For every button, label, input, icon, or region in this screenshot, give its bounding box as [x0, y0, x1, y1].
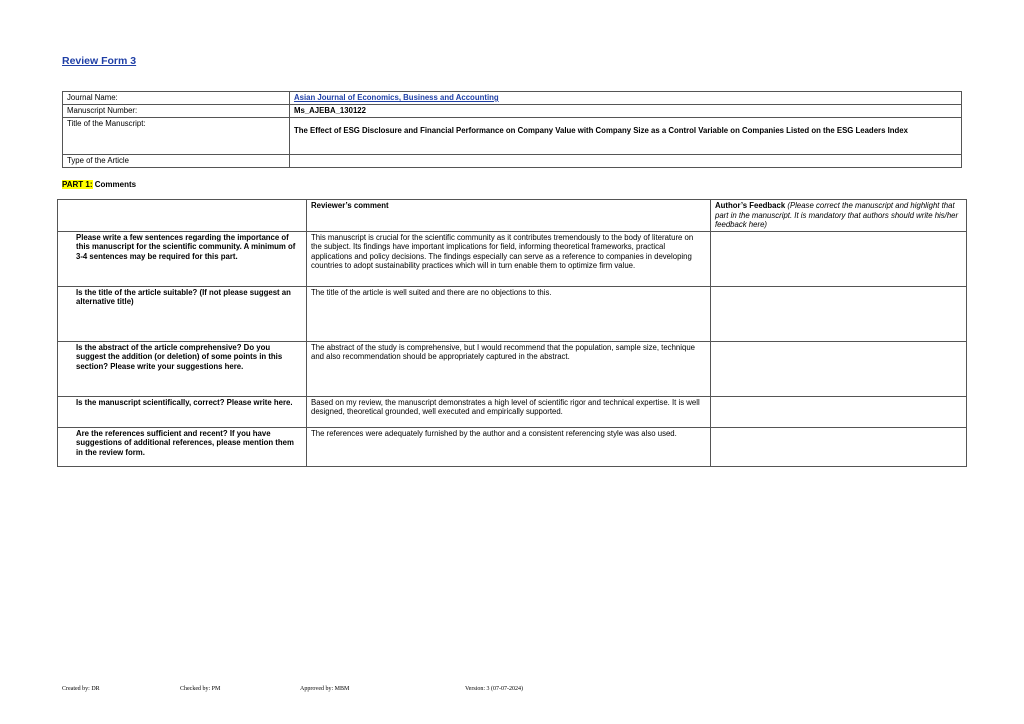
reviewer-comment-cell: The references were adequately furnished by the author and a consistent referencing style was also used.: [307, 427, 711, 466]
author-feedback-cell[interactable]: [711, 231, 967, 286]
part-title: Comments: [92, 180, 137, 189]
form-title: Review Form 3: [62, 55, 137, 67]
manuscript-title-value: The Effect of ESG Disclosure and Financial Performance on Company Value with Company Size as a Control Variable on Companies Listed on the ESG Leaders Index: [290, 118, 962, 155]
question-header-cell: [58, 200, 307, 232]
reviewer-comment-cell: The title of the article is well suited and there are no objections to this.: [307, 286, 711, 341]
author-feedback-header-label: Author’s Feedback: [715, 201, 786, 210]
author-feedback-cell[interactable]: [711, 427, 967, 466]
comments-header-row: [58, 200, 967, 232]
article-type-row: [63, 155, 962, 168]
reviewer-comment-header: Reviewer’s comment: [307, 200, 711, 232]
manuscript-title-label: Title of the Manuscript:: [63, 118, 290, 155]
part-label: PART 1:: [62, 180, 93, 189]
footer-checked: Checked by: PM: [180, 686, 221, 692]
author-feedback-header: [711, 200, 967, 232]
article-type-label: Type of the Article: [63, 155, 290, 168]
manuscript-number-label: Manuscript Number:: [63, 105, 290, 118]
question-cell: Is the abstract of the article comprehensive? Do you suggest the addition (or deletion) of some points in this section? Please write your suggestions here.: [58, 341, 307, 396]
comments-table: [57, 199, 967, 467]
manuscript-title-row: [63, 118, 962, 155]
reviewer-comment-cell: Based on my review, the manuscript demonstrates a high level of scientific rigor and technical expertise. It is well designed, theoretical grounded, well executed and empirically supported.: [307, 396, 711, 427]
question-cell: Is the title of the article suitable? (If not please suggest an alternative title): [58, 286, 307, 341]
journal-value: [290, 92, 962, 105]
manuscript-info-table: [62, 91, 962, 168]
table-row: [58, 396, 967, 427]
footer-created: Created by: DR: [62, 686, 100, 692]
part-heading: [62, 180, 136, 189]
question-cell: Please write a few sentences regarding the importance of this manuscript for the scientific community. A minimum of 3-4 sentences may be required for this part.: [58, 231, 307, 286]
author-feedback-header-note: (Please correct the manuscript and highlight that part in the manuscript. It is mandatory that authors should write his/her feedback here): [715, 201, 959, 229]
footer-approved: Approved by: MBM: [300, 686, 350, 692]
manuscript-number-row: [63, 105, 962, 118]
author-feedback-cell[interactable]: [711, 341, 967, 396]
article-type-value: [290, 155, 962, 168]
manuscript-number-value: Ms_AJEBA_130122: [290, 105, 962, 118]
reviewer-comment-cell: The abstract of the study is comprehensive, but I would recommend that the population, sample size, technique and also recommendation should be appropriately captured in the abstract.: [307, 341, 711, 396]
question-cell: Is the manuscript scientifically, correct? Please write here.: [58, 396, 307, 427]
table-row: [58, 427, 967, 466]
journal-link[interactable]: Asian Journal of Economics, Business and Accounting: [294, 93, 499, 102]
author-feedback-cell[interactable]: [711, 396, 967, 427]
author-feedback-cell[interactable]: [711, 286, 967, 341]
table-row: [58, 341, 967, 396]
reviewer-comment-cell: This manuscript is crucial for the scientific community as it contributes tremendously to the body of literature on the subject. Its findings have important implications for field, informing theoretical frameworks, practical applications and policy decisions. The findings especially can serve as a reference to companies in developing countries to adopt sustainability practices which will in turn enable them to optimize firm value.: [307, 231, 711, 286]
journal-label: Journal Name:: [63, 92, 290, 105]
table-row: [58, 286, 967, 341]
journal-row: [63, 92, 962, 105]
question-cell: Are the references sufficient and recent? If you have suggestions of additional references, please mention them in the review form.: [58, 427, 307, 466]
footer-version: Version: 3 (07-07-2024): [465, 686, 523, 692]
table-row: [58, 231, 967, 286]
